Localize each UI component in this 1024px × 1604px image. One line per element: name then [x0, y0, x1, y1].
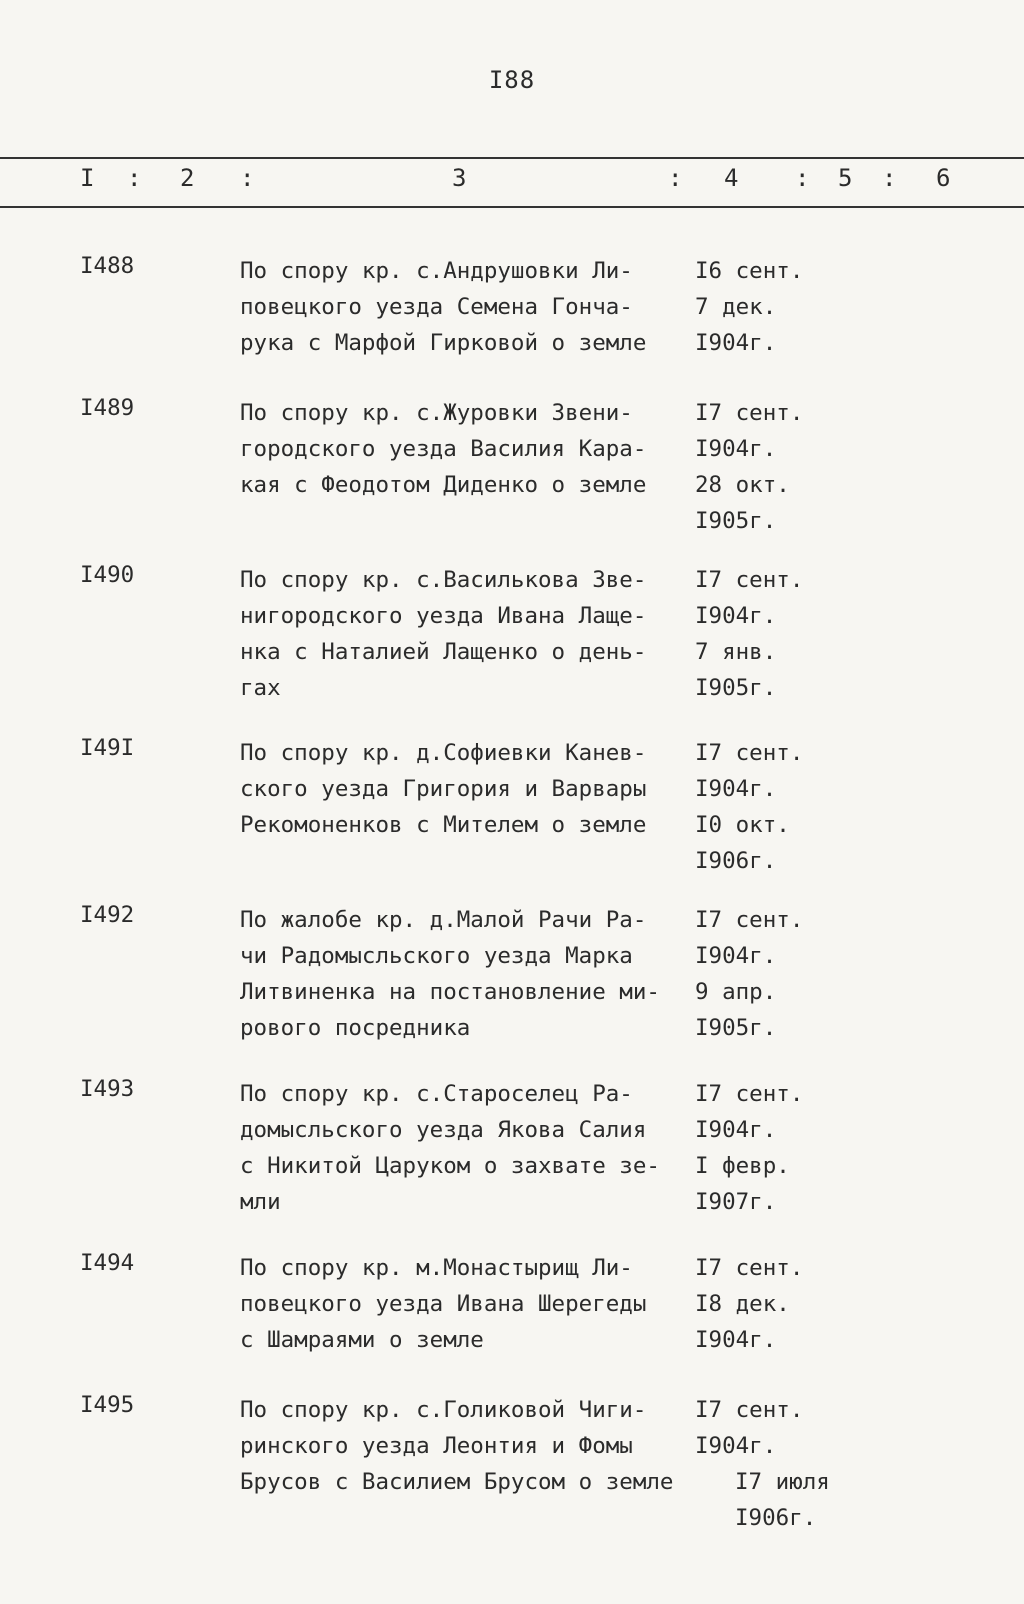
page-number: I88 — [488, 66, 536, 94]
date-line: I904г. — [695, 1433, 777, 1459]
description-line: По спору кр. с.Голиковой Чиги- — [240, 1397, 647, 1423]
column-3-header: 3 — [452, 164, 467, 192]
date-line: I6 сент. — [695, 258, 804, 284]
header-bottom-rule — [0, 206, 1024, 208]
date-line: I905г. — [695, 675, 777, 701]
column-6-header: 6 — [936, 164, 951, 192]
description-line: городского уезда Василия Кара- — [240, 436, 647, 462]
description-line: с Никитой Царуком о захвате зе- — [240, 1153, 660, 1179]
description-line: с Шамраями о земле — [240, 1327, 484, 1353]
date-line: I февр. — [695, 1153, 790, 1179]
entry-number: I493 — [80, 1076, 135, 1102]
entry-dates — [695, 1076, 845, 1220]
date-line: I904г. — [695, 1117, 777, 1143]
date-line: I904г. — [695, 330, 777, 356]
entry-number: I49I — [80, 735, 135, 761]
entry-description — [240, 902, 685, 1046]
entry-number: I494 — [80, 1250, 135, 1276]
entry-description — [240, 735, 685, 843]
entry-dates — [695, 902, 845, 1046]
description-line: Брусов с Василием Брусом о земле — [240, 1469, 674, 1495]
description-line: По спору кр. с.Василькова Зве- — [240, 567, 647, 593]
description-line: повецкого уезда Семена Гонча- — [240, 294, 633, 320]
column-2-header: 2 — [180, 164, 195, 192]
entry-dates — [695, 395, 845, 539]
entry-number: I495 — [80, 1392, 135, 1418]
entry-dates — [695, 253, 845, 361]
date-line: I906г. — [695, 848, 777, 874]
date-line: I7 сент. — [695, 567, 804, 593]
date-line: I907г. — [695, 1189, 777, 1215]
description-line: Литвиненка на постановление ми- — [240, 979, 660, 1005]
date-line: I7 сент. — [695, 740, 804, 766]
date-line: I7 сент. — [695, 1081, 804, 1107]
column-4-header: 4 — [724, 164, 739, 192]
column-separator: : — [795, 164, 810, 192]
entry-number: I490 — [80, 562, 135, 588]
description-line: нка с Наталией Лащенко о день- — [240, 639, 647, 665]
description-line: чи Радомысльского уезда Марка — [240, 943, 633, 969]
column-separator: : — [240, 164, 255, 192]
date-line: I906г. — [735, 1505, 817, 1531]
date-line: 7 янв. — [695, 639, 777, 665]
date-line: I0 окт. — [695, 812, 790, 838]
date-line: I904г. — [695, 943, 777, 969]
description-line: ского уезда Григория и Варвары — [240, 776, 647, 802]
description-line: гах — [240, 675, 281, 701]
entry-description — [240, 1076, 685, 1220]
entry-description — [240, 562, 685, 706]
entry-number: I488 — [80, 253, 135, 279]
description-line: По спору кр. с.Андрушовки Ли- — [240, 258, 633, 284]
entry-dates — [695, 562, 845, 706]
description-line: По спору кр. м.Монастырищ Ли- — [240, 1255, 633, 1281]
description-line: рука с Марфой Гирковой о земле — [240, 330, 647, 356]
date-line: I7 сент. — [695, 907, 804, 933]
description-line: По спору кр. с.Журовки Звени- — [240, 400, 633, 426]
description-line: Рекомоненков с Мителем о земле — [240, 812, 647, 838]
entry-description — [240, 395, 685, 503]
date-line: I7 июля — [735, 1469, 830, 1495]
description-line: ринского уезда Леонтия и Фомы — [240, 1433, 633, 1459]
description-line: мли — [240, 1189, 281, 1215]
description-line: домысльского уезда Якова Салия — [240, 1117, 647, 1143]
entry-description — [240, 1250, 685, 1358]
date-line: 7 дек. — [695, 294, 777, 320]
date-line: I905г. — [695, 508, 777, 534]
description-line: кая с Феодотом Диденко о земле — [240, 472, 647, 498]
description-line: повецкого уезда Ивана Шерегеды — [240, 1291, 647, 1317]
description-line: рового посредника — [240, 1015, 471, 1041]
column-header-row — [0, 164, 1024, 200]
entry-dates — [695, 1250, 845, 1358]
description-line: По спору кр. с.Староселец Ра- — [240, 1081, 633, 1107]
entry-description — [240, 253, 685, 361]
date-line: I8 дек. — [695, 1291, 790, 1317]
date-line: I904г. — [695, 776, 777, 802]
date-line: I905г. — [695, 1015, 777, 1041]
column-1-header: I — [80, 164, 95, 192]
entry-dates — [695, 735, 845, 879]
entry-number: I492 — [80, 902, 135, 928]
column-separator: : — [668, 164, 683, 192]
date-line: I7 сент. — [695, 1397, 804, 1423]
entry-number: I489 — [80, 395, 135, 421]
column-separator: : — [882, 164, 897, 192]
description-line: По спору кр. д.Софиевки Канев- — [240, 740, 647, 766]
date-line: I7 сент. — [695, 400, 804, 426]
date-line: I904г. — [695, 603, 777, 629]
date-line: 9 апр. — [695, 979, 777, 1005]
description-line: нигородского уезда Ивана Лаще- — [240, 603, 647, 629]
date-line: I904г. — [695, 1327, 777, 1353]
date-line: I7 сент. — [695, 1255, 804, 1281]
date-line: I904г. — [695, 436, 777, 462]
description-line: По жалобе кр. д.Малой Рачи Ра- — [240, 907, 647, 933]
entry-description — [240, 1392, 685, 1500]
entry-dates — [695, 1392, 845, 1536]
column-separator: : — [127, 164, 142, 192]
header-top-rule — [0, 157, 1024, 159]
date-line: 28 окт. — [695, 472, 790, 498]
column-5-header: 5 — [838, 164, 853, 192]
